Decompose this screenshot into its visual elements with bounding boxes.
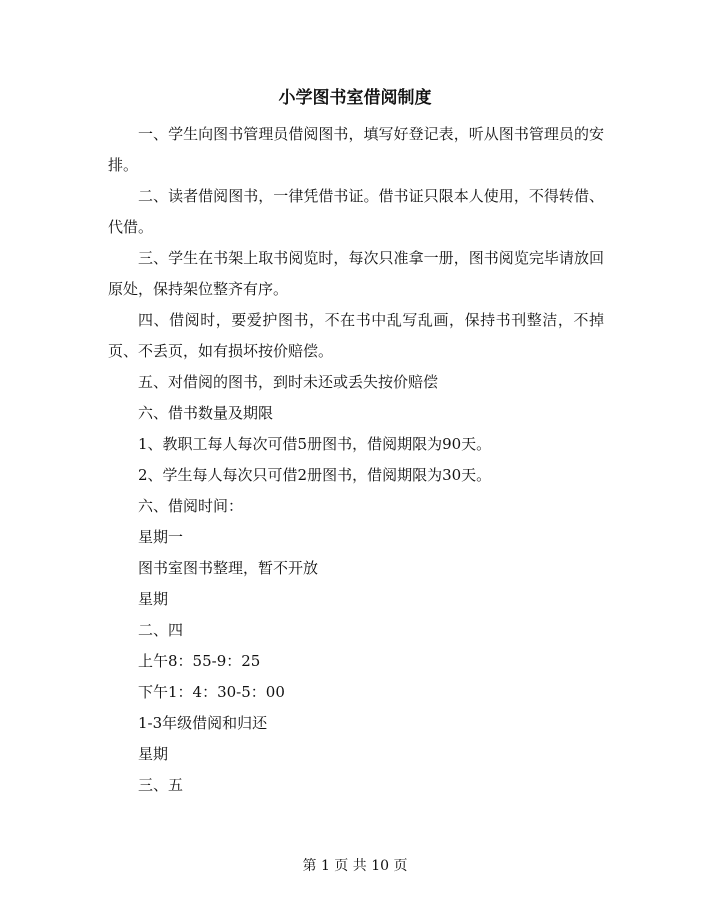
paragraph-2: 二、读者借阅图书，一律凭借书证。借书证只限本人使用，不得转借、代借。 [108,187,604,236]
paragraph-5: 五、对借阅的图书，到时未还或丢失按价赔偿 [138,373,439,391]
paragraph-10: 星期一 [138,528,184,546]
paragraph-11: 图书室图书整理，暂不开放 [138,559,319,577]
paragraph-15: 下午1：4：30-5：00 [138,683,285,701]
paragraph-13: 二、四 [138,621,184,639]
paragraph-18: 三、五 [138,776,184,794]
document-title: 小学图书室借阅制度 [278,88,432,108]
paragraph-8: 2、学生每人每次只可借2册图书，借阅期限为30天。 [138,466,492,484]
paragraph-3: 三、学生在书架上取书阅览时，每次只准拿一册，图书阅览完毕请放回原处，保持架位整齐有序。 [108,249,604,298]
paragraph-16: 1-3年级借阅和归还 [138,714,268,732]
paragraph-7: 1、教职工每人每次可借5册图书，借阅期限为90天。 [138,435,492,453]
paragraph-17: 星期 [138,745,169,763]
paragraph-1: 一、学生向图书管理员借阅图书，填写好登记表，听从图书管理员的安排。 [108,125,604,174]
paragraph-9: 六、借阅时间： [138,497,244,515]
paragraph-6: 六、借书数量及期限 [138,404,274,422]
paragraph-4: 四、借阅时，要爱护图书，不在书中乱写乱画，保持书刊整洁，不掉页、不丢页，如有损坏按价赔偿。 [108,311,604,360]
page-footer: 第 1 页 共 10 页 [302,858,408,874]
document-body [108,119,604,801]
paragraph-12: 星期 [138,590,169,608]
paragraph-14: 上午8：55-9：25 [138,652,261,670]
